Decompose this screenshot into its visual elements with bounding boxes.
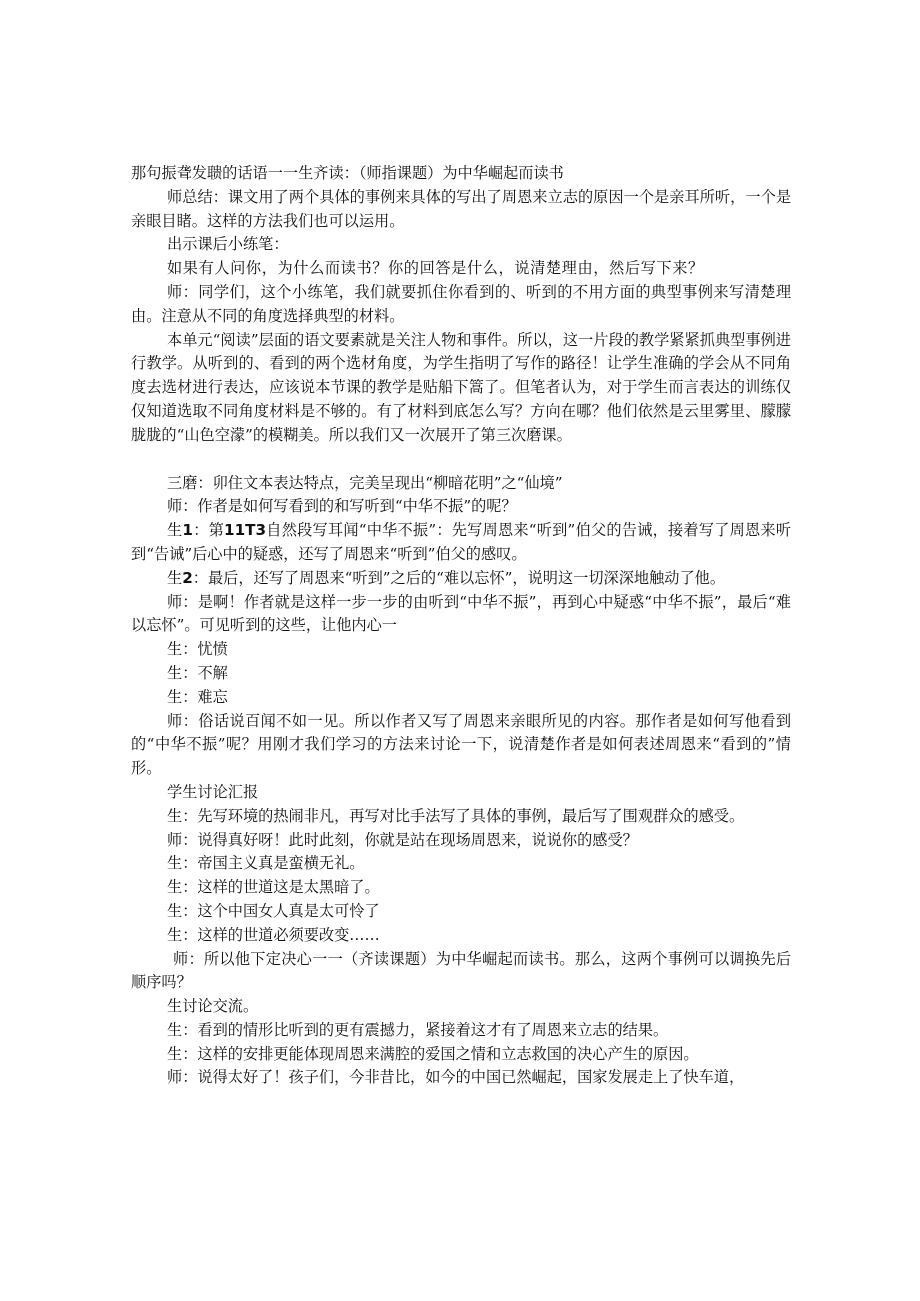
paragraph [131, 567, 791, 591]
speaker-label: 生 [167, 521, 183, 540]
paragraph: 师总结：课文用了两个具体的事例来具体的写出了周恩来立志的原因一个是亲耳所听，一个是亲眼目睹。这样的方法我们也可以运用。 [131, 187, 791, 230]
paragraph: 师：说得真好呀！此时此刻，你就是站在现场周恩来，说说你的感受？ [167, 830, 638, 849]
paragraph: 生：这样的世道这是太黑暗了。 [167, 878, 380, 897]
paragraph: 师：是啊！作者就是这样一步一步的由听到“中华不振”，再到心中疑惑“中华不振”，最后“难以忘怀”。可见听到的这些，让他内心一 [131, 592, 791, 635]
paragraph: 生：先写环境的热闹非凡，再写对比手法写了具体的事例，最后写了围观群众的感受。 [167, 806, 745, 825]
paragraph: 师：所以他下定决心一一（齐读课题）为中华崛起而读书。那么，这两个事例可以调换先后顺序吗？ [131, 949, 791, 992]
speaker-number: 1 [182, 521, 193, 540]
document-body [131, 162, 791, 1090]
paragraph: 本单元“阅读”层面的语文要素就是关注人物和事件。所以，这一片段的教学紧紧抓典型事例进行教学。从听到的、看到的两个选材角度，为学生指明了写作的路径！让学生准确的学会从不同角度去选材进行表达，应该说本节课的教学是贴船下篙了。但笔者认为，对于学生而言表达的训练仅仅知道选取不同角度材料是不够的。有了材料到底怎么写？方向在哪？他们依然是云里雾里、朦朦胧胧的“山色空濛”的模糊美。所以我们又一次展开了第三次磨课。 [131, 330, 791, 444]
paragraph: 生：不解 [167, 663, 228, 682]
paragraph: 生：忧愤 [167, 640, 228, 659]
text-run: ：先写周恩来“听到”伯父的告诫，接着写了周恩来听到“告诫”后心中的疑惑，还写了周恩来“听到”伯父的感叹。 [131, 521, 792, 563]
paragraph: 生：难忘 [167, 687, 228, 706]
exercise-prompt: 如果有人问你，为什么而读书？你的回答是什么，说清楚理由，然后写下来？ [167, 259, 704, 278]
section-heading: 三磨：卯住文本表达特点，完美呈现出“柳暗花明”之“仙境” [167, 473, 563, 492]
paragraph: 出示课后小练笔： [167, 235, 289, 254]
speaker-label: 生 [167, 568, 183, 587]
paragraph: 那句振聋发聩的话语一一生齐读：（师指课题）为中华崛起而读书 [131, 164, 564, 182]
text-run: ：第 [192, 521, 225, 540]
paragraph: 学生讨论汇报 [167, 782, 259, 801]
paragraph: 生：这样的安排更能体现周恩来满腔的爱国之情和立志救国的决心产生的原因。 [167, 1044, 699, 1063]
paragraph: 生：帝国主义真是蛮横无礼。 [167, 854, 365, 873]
paragraph: 生：这个中国女人真是太可怜了 [167, 901, 380, 920]
speaker-number: 2 [182, 568, 193, 587]
paragraph: 师：同学们，这个小练笔，我们就要抓住你看到的、听到的不用方面的典型事例来写清楚理由。注意从不同的角度选择典型的材料。 [131, 282, 791, 325]
paragraph [131, 519, 791, 567]
spacer [131, 448, 791, 472]
paragraph: 生：这样的世道必须要改变…… [167, 925, 380, 944]
paragraph: 师：作者是如何写看到的和写听到“中华不振”的呢？ [167, 497, 517, 516]
paragraph: 生：看到的情形比听到的更有震撼力，紧接着这才有了周恩来立志的结果。 [167, 1020, 669, 1039]
text-run: ：最后，还写了周恩来“听到”之后的“难以忘怀”，说明这一切深深地触动了他。 [192, 568, 726, 587]
paragraph-ref: 11T3 [224, 521, 267, 540]
text-run: 自然段写耳闻“中华不振” [266, 521, 437, 540]
paragraph: 生讨论交流。 [167, 997, 259, 1016]
paragraph: 师：俗话说百闻不如一见。所以作者又写了周恩来亲眼所见的内容。那作者是如何写他看到的“中华不振”呢？用刚才我们学习的方法来讨论一下，说清楚作者是如何表述周恩来“看到的”情形。 [131, 711, 791, 778]
paragraph: 师：说得太好了！孩子们，今非昔比，如今的中国已然崛起，国家发展走上了快车道， [167, 1068, 745, 1087]
